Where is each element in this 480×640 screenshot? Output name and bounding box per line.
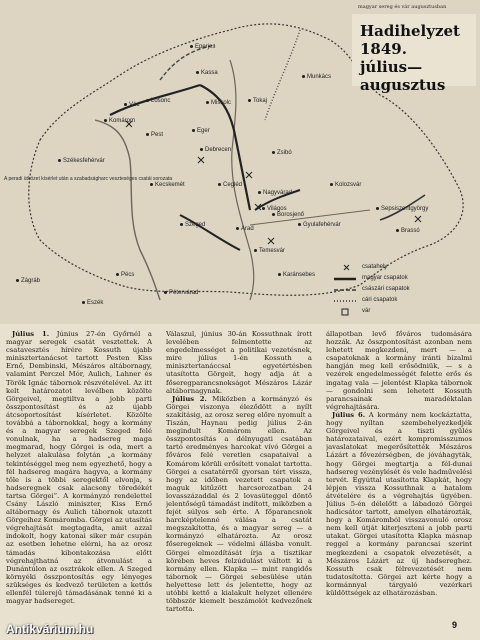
troop-route-3 xyxy=(235,135,250,210)
place-label: Komárom xyxy=(104,118,135,124)
tsarist-route xyxy=(265,30,300,120)
paragraph xyxy=(326,330,472,411)
place-label: Debrecen xyxy=(200,147,231,153)
legend-item: cári csapatok xyxy=(362,297,398,303)
place-label: Pécs xyxy=(116,272,134,278)
paragraph xyxy=(6,330,152,605)
place-label: Cegléd xyxy=(218,182,242,188)
place-label: Nagyvárad xyxy=(258,190,292,196)
paragraph xyxy=(166,395,312,614)
place-label: Arad xyxy=(236,226,254,232)
legend-item: császári csapatok xyxy=(362,286,410,292)
watermark-text: Antikvárium.hu xyxy=(6,622,94,636)
place-label: Karánsebes xyxy=(278,272,315,278)
legend-item: magyar csapatok xyxy=(362,275,408,281)
article-columns xyxy=(6,330,474,626)
place-label: Temesvár xyxy=(254,248,285,254)
place-label: Eszék xyxy=(82,300,103,306)
column-3 xyxy=(326,330,472,626)
place-label: Zsibó xyxy=(272,150,292,156)
paragraph-date-lead: Július 2. xyxy=(172,394,207,403)
legend-item: vár xyxy=(362,308,371,314)
place-label: Sepsiszentgyörgy xyxy=(376,206,428,212)
legend-item: csatahely xyxy=(362,264,388,270)
place-label: Pétervárad xyxy=(164,290,198,296)
place-label: Pest xyxy=(146,132,163,138)
place-label: Eger xyxy=(192,128,210,134)
place-label: Zágráb xyxy=(16,278,40,284)
place-label: Losonc xyxy=(146,98,170,104)
place-label: Székesfehérvár xyxy=(58,158,105,164)
place-label: Gyulafehérvár xyxy=(298,222,341,228)
place-label: Munkács xyxy=(302,74,331,80)
paragraph-text: A kormány nem kockáztatta, hogy nyíltan szembehelyezkedjék Görgeivel és a tiszti gyűlés határozataival, ezért kompromisszumos javaslatokat megerősítették Mészáros Lázárt a fővezérségben, de jóváhagyták, hogy Görgei megtartja a fél-dunai hadsereg vezénylését és vele hadművelési tervét. Egyúttal utasította Klapkát, hogy lépjen vissza Kossuthnak a hatalom átvételére és a végrehajtás ügyében. Július 5-én délelőtt a lábadozó Görgei hadicsátor tartott, amelyen elhatározták, hogy a Komáromból visszavonuló orosz nem kell útját kiterjeszteni a jobb parti utakat. Görgei utasította Klapka másnap reggel a kormány parancsai szerint megkezdeni a csapatok elvezetését, a Mészáros Lázárt az új hadsereghez. Kossuth csak félrevezetését nem tudatosította. Görgei azt kérte hogy a kormánnyal tárgyaló vezérkari küldöttségek az elhatározásban. xyxy=(326,410,472,597)
troop-route-4 xyxy=(180,215,240,250)
place-label: Vác xyxy=(124,102,139,108)
page-number: 9 xyxy=(452,620,458,630)
place-label: Miskolc xyxy=(206,100,231,106)
paragraph-date-lead: Július 6. xyxy=(332,410,366,419)
map-title-note: magyar sereg és vár augusztusban xyxy=(358,4,447,10)
column-2 xyxy=(166,330,312,626)
paragraph xyxy=(326,411,472,597)
place-label: Tokaj xyxy=(248,98,267,104)
place-label: Kassa xyxy=(196,70,218,76)
place-label: Kolozsvár xyxy=(330,182,361,188)
map-caption: A peradi ütközet kísérlet után a szabadságharc veszteséges csatái sorozata xyxy=(4,176,173,182)
column-1 xyxy=(6,330,152,626)
place-label: Szeged xyxy=(180,222,205,228)
place-label: Borosjenő xyxy=(272,212,304,218)
paragraph xyxy=(166,330,312,395)
map-title-box xyxy=(352,4,476,94)
place-label: Kecskemét xyxy=(150,182,185,188)
legend-symbols xyxy=(330,262,476,322)
paragraph-text: állapotban levő főváros tudomására hozzák. Az összpontosítást azonban nem lehetett megkezdeni, mert — a csapatoknak a kormány iránti bizalmi hangján meg kell erősödniük, — s a vezérek engedelmességét felette erős és ingatag vala — jelentést Klapka tábornok — gondolni sem lehetett Kossuth parancsainak maradéktalan végrehajtására. xyxy=(326,330,472,411)
paragraph-date-lead: Július 1. xyxy=(12,330,50,338)
place-label: Eperjes xyxy=(190,44,215,50)
map-title: Hadihelyzet 1849. július—augusztus xyxy=(360,22,460,94)
place-label: Brassó xyxy=(396,228,420,234)
map-legend xyxy=(330,262,476,322)
paragraph-text: Június 27-én Győrnél a magyar seregek csatát vesztettek. A csatavesztés hírére Kossuth újabb minisztertanácsot tartott Pesten Kiss Ernő, Dembinski, Mészáros altábornagy, valamint Perczel Mór, Aulich, Lahner és Török Ignác tábornok részvételével. Az itt kelt határozatot levélben közölte Görgeivel, megtiltva a jobb parti összpontosítást és az újabb átcsoportosítást kísérletet. Közölte továbbá a tábornokkal, hogy a kormány és a magyar seregek Szeged felé vonulnak, ha a hadsereg maga megmarad, hogy Görgei is oda, mert a helyzet alakulása folytán „a kormány tekintéséggel meg nem egyezhető, hogy a fél hadsereg magára hagyva, a kormány tőle is a többi seregektől elvonja, s hadseregnek csak alacsony töredékét tartsa Görgei”. A kormányzó rendelettel Csány László miniszter, Kiss Ernő altábornagy és Aulich tábornok utazott Görgeihez Komáromba. Görgei az utasítás végrehajtását megtagadta, amit azzal indokolt, hogy katonai siker már csupán az esetben lehetne elérni, ha az orosz támadás kibontakozása előtt végrehajthatná az átvonulást a Dunántúlon az osztrákok ellen. A Szeged környéki összpontosítás egy lényeges szükséges és kedvező területen a kettős ellenfél túlerejű támadásának tenné ki a magyar hadsereget. xyxy=(6,330,152,606)
paragraph-text: Miközben a kormányzó és Görgei viszonya éleződött a nyílt szakításig, az orosz sereg előre nyomult a Tiszán, Haynau pedig július 2-án megindult Komárom ellen. Az összpontosítás a délnyugati csatában tartó eredményes harcokat vívó Görgei a főváros felé veretlen csapataival a Komárom körüli erősített vonalat tartotta. Görgei a csatatérről gyorsan tért vissza, hogy az időben vezetett csapatok a maguk kitűzött harcsorozatban 24 lovasszázaddal és 2 lovasüteggel döntő jelentőségű támadást indított, miközben a fejét súlyos seb érte. A főparancsnok harcképtelenné válása a csatát megszakította, és a magyar sereg — a kormányzó elhatározta. Az orosz főseregeknek — védelmi állásba vonult. Görgei elmozdítását írja a tisztikar körében heves felzúdulást váltott ki a kormány ellen. Klapka — mint rangidős tábornok — Görgei sebesülése után helyettese lett és jelentette, hogy az utóbbi kettő a kialakult helyzet ellenére többször kiemelt beszámolót kedvezőnek tartotta. xyxy=(166,394,312,614)
place-label: Világos xyxy=(262,206,287,212)
paragraph-text: Válaszul, június 30-án Kossuthnak írott levelében felmentette az engedelmességet a politikai vezetésnek, mire július 1-én Kossuth a minisztertanáccsal egyetértésben utasította Görgeit, hogy adja át a főseregparancsnokságot Mészáros Lázár altábornagynak. xyxy=(166,330,312,395)
